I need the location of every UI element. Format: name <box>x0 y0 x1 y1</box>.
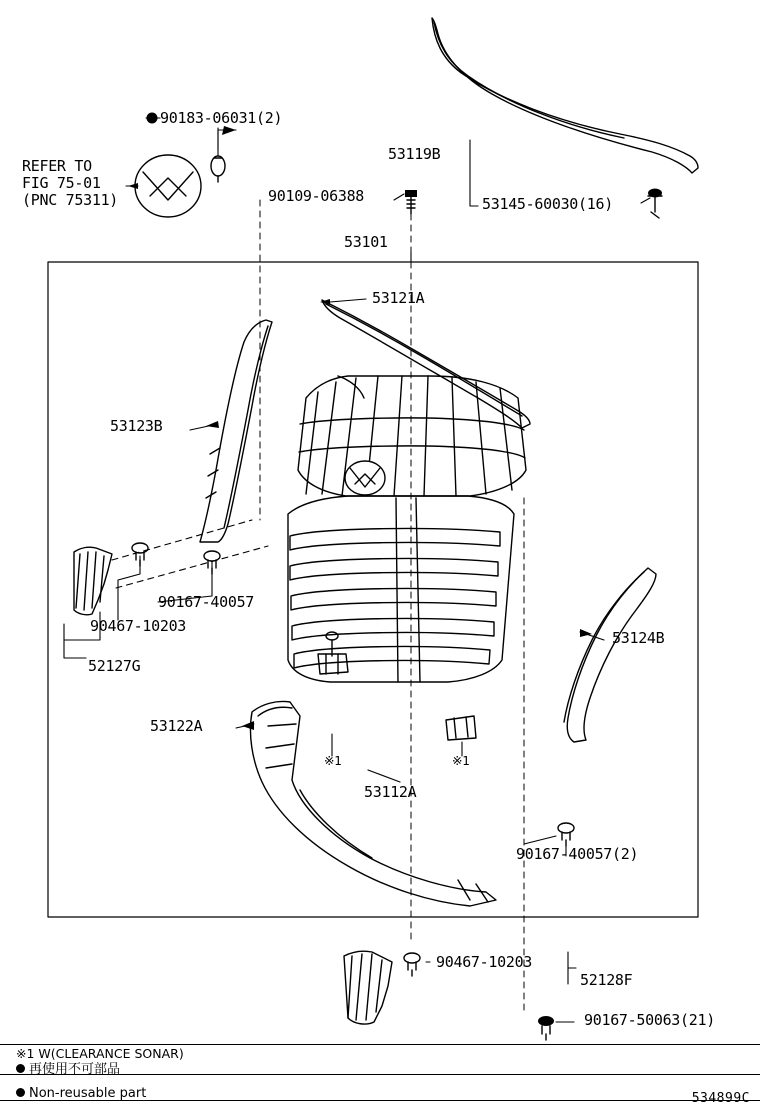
bracket-53112A-left <box>318 632 348 674</box>
screw-90109 <box>405 190 417 214</box>
label-53124B: 53124B <box>612 629 665 647</box>
label-note-marker-1: ※1 <box>324 753 342 768</box>
label-53119B: 53119B <box>388 145 441 163</box>
bullet-icon-en <box>16 1088 25 1097</box>
refer-to-line1: REFER TO <box>22 157 92 175</box>
clip-90467-bottom <box>404 953 420 976</box>
label-53101: 53101 <box>344 233 388 251</box>
left-bezel-53123B <box>200 320 272 542</box>
label-53121A: 53121A <box>372 289 425 307</box>
label-52128F: 52128F <box>580 971 633 989</box>
footer-note-en-row <box>16 1082 146 1101</box>
clip-90167-bottom <box>538 1016 554 1040</box>
footer-note-jp: 再使用不可部品 <box>29 1062 121 1077</box>
right-moulding-53124B <box>564 568 656 742</box>
bullet-icon-jp <box>16 1064 25 1073</box>
side-bracket-52127G <box>74 547 112 615</box>
grommet-90183 <box>211 156 225 182</box>
page-code: 534899C <box>691 1091 750 1106</box>
label-90467-10203-left: 90467-10203 <box>90 617 187 635</box>
label-90467-10203-bottom: 90467-10203 <box>436 953 533 971</box>
label-53123B: 53123B <box>110 417 163 435</box>
lower-garnish-53122A <box>250 701 496 906</box>
grille-upper-53101 <box>298 376 526 496</box>
label-90167-40057-2: 90167-40057(2) <box>516 845 639 863</box>
refer-to-line2: FIG 75-01 <box>22 174 101 192</box>
label-90167-40057-left: 90167-40057 <box>158 593 255 611</box>
label-53145-60030: 53145-60030(16) <box>482 195 613 213</box>
label-90109-06388: 90109-06388 <box>268 187 365 205</box>
bottom-panel-52128F <box>344 951 392 1024</box>
footer-note-clearance-sonar: ※1 W(CLEARANCE SONAR) <box>16 1046 184 1061</box>
label-note-marker-2: ※1 <box>452 753 470 768</box>
upper-trim-53121A <box>322 300 530 428</box>
clip-53145 <box>648 189 662 219</box>
label-90183-06031: 90183-06031(2) <box>160 109 283 127</box>
upper-moulding-53119B <box>432 18 698 173</box>
bracket-53112A-right <box>446 716 476 740</box>
refer-to-line3: (PNC 75311) <box>22 191 119 209</box>
label-53112A: 53112A <box>364 783 417 801</box>
footer-divider-top <box>0 1044 760 1045</box>
label-52127G: 52127G <box>88 657 141 675</box>
label-53122A: 53122A <box>150 717 203 735</box>
label-90167-50063: 90167-50063(21) <box>584 1011 715 1029</box>
footer-note-en: Non-reusable part <box>29 1086 147 1101</box>
emblem-part <box>135 155 201 217</box>
footer-note-jp-row <box>16 1058 120 1077</box>
clip-90167-40057-2 <box>558 823 574 846</box>
